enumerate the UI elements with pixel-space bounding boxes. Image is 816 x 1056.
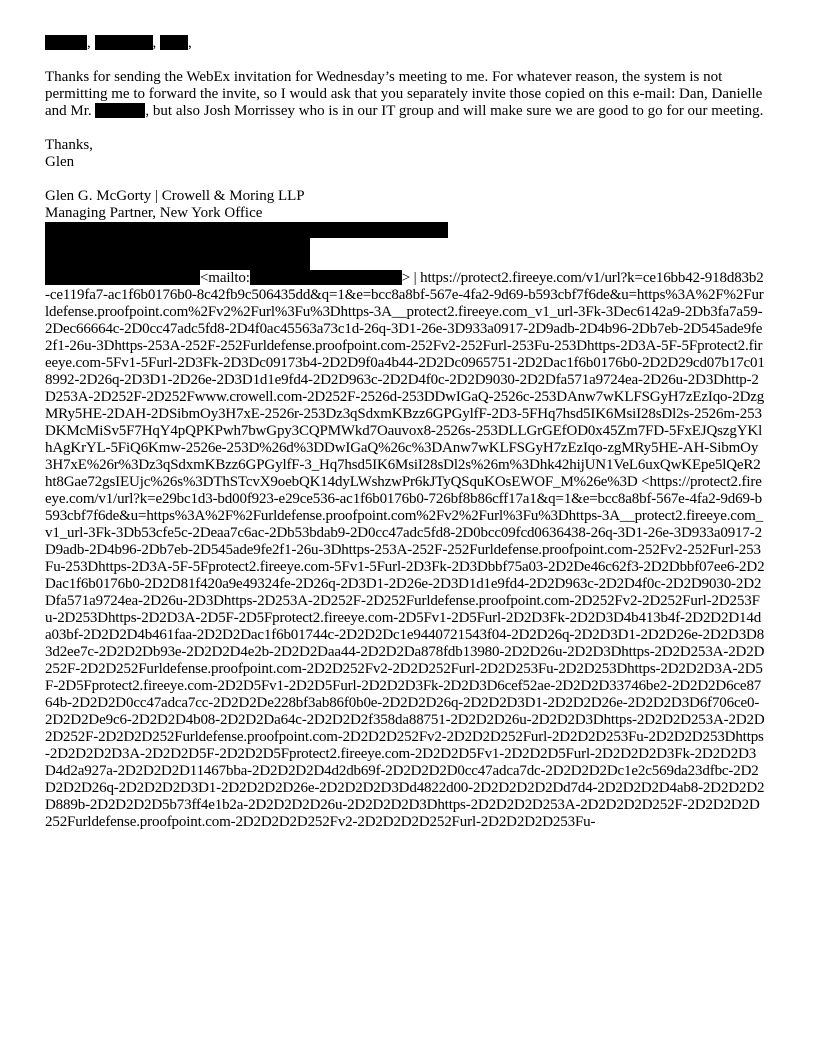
redaction-bar xyxy=(45,238,310,254)
redaction-bar xyxy=(160,35,188,50)
sign-name: Glen xyxy=(45,154,75,170)
salutation-end: , xyxy=(188,35,192,51)
signature-line-1: Glen G. McGorty | Crowell & Moring LLP xyxy=(45,188,305,204)
redaction-bar xyxy=(45,270,200,285)
closing: Thanks, xyxy=(45,137,93,153)
redaction-bar xyxy=(45,222,448,238)
body-paragraph xyxy=(45,69,765,120)
mailto-prefix: <mailto: xyxy=(200,270,250,286)
body-text-continued: , but also Josh Morrissey who is in our IT group and will make sure we are good to go for our meeting. xyxy=(145,103,764,119)
redaction-bar xyxy=(45,35,87,50)
redaction-bar xyxy=(95,35,153,50)
mailto-suffix: > | xyxy=(401,270,421,286)
url-block xyxy=(45,270,765,831)
redaction-bar xyxy=(95,103,145,118)
email-document xyxy=(45,35,765,831)
salutation-separator: , xyxy=(152,35,160,51)
body-text: Thanks for sending the WebEx invitation for Wednesday’s meeting to me. For whatever reason, the system is not permitting me to forward the invite, so I would ask that you separately invite those copied on this e-mail: Dan, Danielle and Mr. xyxy=(45,69,763,119)
redaction-bar xyxy=(45,254,310,270)
salutation xyxy=(45,35,765,52)
redaction-bar xyxy=(250,270,402,285)
link-url[interactable]: https://protect2.fireeye.com/v1/url?k=ce16bb42-918d83b2-ce119fa7-ac1f6b0176b0-8c42fb9c506435dd&q=1&e=bcc8a8bf-567e-4fa2-9d69-b593cbf7f6de&u=https%3A%2F%2Furldefense.proofpoint.com%2Fv2%2Furl%3Fu%3Dhttps-3A__protect2.fireeye.com_v1_url-3Fk-3Dec6142a9-2Db3fa7a59-2Dec66664c-2D0cc47adc5fd8-2D4f0ac45563a73c1d-26q-3D1-26e-3D933a0917-2D9adb-2D4b96-2Db7eb-2D545ade9fe2f1-26u-3Dhttps-253A-252F-252Furldefense.proofpoint.com-252Fv2-252Furl-253Fu-253Dhttps-2D3A-5F-5Fprotect2.fireeye.com-5Fv1-5Furl-2D3Fk-2D3Dc09173b4-2D2D9f0a4b44-2D2Dc0965751-2D2Dac1f6b0176b0-2D2D29cd07b17c018992-2D26q-2D3D1-2D26e-2D3D1d1e9fd4-2D2D963c-2D2D4f0c-2D2D9030-2D2Dfa571a9724ea-2D26u-2D3Dhttp-2D253A-2D252F-2D252Fwww.crowell.com-2D252F-2526d-253DDwIGaQ-2526c-253DAnw7wKLFSGyH7zEzIqo-2DzgMRy5HE-2DAH-2DSibmOy3H7xE-2526r-253Dz3qSdxmKBzz6GPGylfF-2D3-5FHq7hsd5IK6MsiI28sDl2s-2526m-253DKMcMiSv5F7HqY4pQPKPwh7bwGpy3CQPMWkd7Oauvox8-2526s-253DLLGrGEfOD0x45Zm7FD-5FxEJQszgYKlhAgKrYL-5FiQ6Kmw-2526e-253D%26d%3DDwIGaQ%26c%3DAnw7wKLFSGyH7zEzIqo-zgMRy5HE-AH-SibmOy3H7xE%26r%3Dz3qSdxmKBzz6GPGylfF-3_Hq7hsd5IK6MsiI28sDl2s%26m%3Dhk42hijUN1VeL6uxQwKEpe5lQeR2ht8Gae72gsIEUjc%26s%3DThSTcvX9oebQK14dyLWshzwPr6kJTyQSquKOsEWOF_M%26e%3D <https://protect2.fireeye.com/v1/url?k=e29bc1d3-bd00f923-e29ce536-ac1f6b0176b0-726bf8b86cff17a1&q=1&e=bcc8a8bf-567e-4fa2-9d69-b593cbf7f6de&u=https%3A%2F%2Furldefense.proofpoint.com%2Fv2%2Furl%3Fu%3Dhttps-3A__protect2.fireeye.com_v1_url-3Fk-3Db53cfe5c-2Deaa7c6ac-2Db53bdab9-2D0cc47adc5fd8-2D0bcc09fcd0636438-26q-3D1-26e-3D933a0917-2D9adb-2D4b96-2Db7eb-2D545ade9fe2f1-26u-3Dhttps-253A-252F-252Furldefense.proofpoint.com-252Fv2-252Furl-253Fu-253Dhttps-2D3A-5F-5Fprotect2.fireeye.com-5Fv1-5Furl-2D3Fk-2D3Dbbf75a03-2D2De46c62f3-2D2Dbbf07ee6-2D2Dac1f6b0176b0-2D2D81f420a9e49324fe-2D26q-2D3D1-2D26e-2D3D1d1e9fd4-2D2D963c-2D2D4f0c-2D2D9030-2D2Dfa571a9724ea-2D26u-2D3Dhttps-2D253A-2D252F-2D252Furldefense.proofpoint.com-2D252Fv2-2D252Furl-2D253Fu-2D253Dhttps-2D2D3A-2D5F-2D5Fprotect2.fireeye.com-2D5Fv1-2D5Furl-2D2D3Fk-2D2D3D4b413b4f-2D2D2D14da03bf-2D2D2D4b461faa-2D2D2Dac1f6b01744c-2D2D2Dc1e9440721543f04-2D2D26q-2D2D3D1-2D2D26e-2D2D3D83d2ee7c-2D2D2Db93e-2D2D2D4e2b-2D2D2Daa44-2D2D2Da878fdb13980-2D2D26u-2D2D3Dhttps-2D2D253A-2D2D252F-2D2D252Furldefense.proofpoint.com-2D2D252Fv2-2D2D252Furl-2D2D253Fu-2D2D253Dhttps-2D2D2D3A-2D5F-2D5Fprotect2.fireeye.com-2D2D5Fv1-2D2D5Furl-2D2D2D3Fk-2D2D3D6cef52ae-2D2D2D33746be2-2D2D2D6ce8764b-2D2D2D0cc47adca7cc-2D2D2De228bf3ab86f0b0e-2D2D2D26q-2D2D2D3D1-2D2D2D26e-2D2D2D3D6f706ce0-2D2D2De9c6-2D2D2D4b08-2D2D2Da64c-2D2D2D2f358da88751-2D2D2D26u-2D2D2D3Dhttps-2D2D2D253A-2D2D2D252F-2D2D2D252Furldefense.proofpoint.com-2D2D2D252Fv2-2D2D2D252Furl-2D2D2D253Fu-2D2D2D253Dhttps-2D2D2D2D3A-2D2D2D5F-2D2D2D5Fprotect2.fireeye.com-2D2D2D5Fv1-2D2D2D5Furl-2D2D2D2D3Fk-2D2D2D3D4d2a927a-2D2D2D2D11467bba-2D2D2D2D4d2db69f-2D2D2D2D0cc47adca7dc-2D2D2D2Dc1e2c569da23dfbc-2D2D2D2D26q-2D2D2D2D3D1-2D2D2D2D26e-2D2D2D2D3Dd4822d00-2D2D2D2D2Dd7d4-2D2D2D2D4ab8-2D2D2D2D889b-2D2D2D2D5b73ff4e1b2a-2D2D2D2D26u-2D2D2D2D3Dhttps-2D2D2D2D253A-2D2D2D2D252F-2D2D2D2D252Furldefense.proofpoint.com-2D2D2D2D252Fv2-2D2D2D2D252Furl-2D2D2D2D253Fu- xyxy=(45,270,765,830)
signature-line-2: Managing Partner, New York Office xyxy=(45,205,263,221)
salutation-separator: , xyxy=(87,35,95,51)
